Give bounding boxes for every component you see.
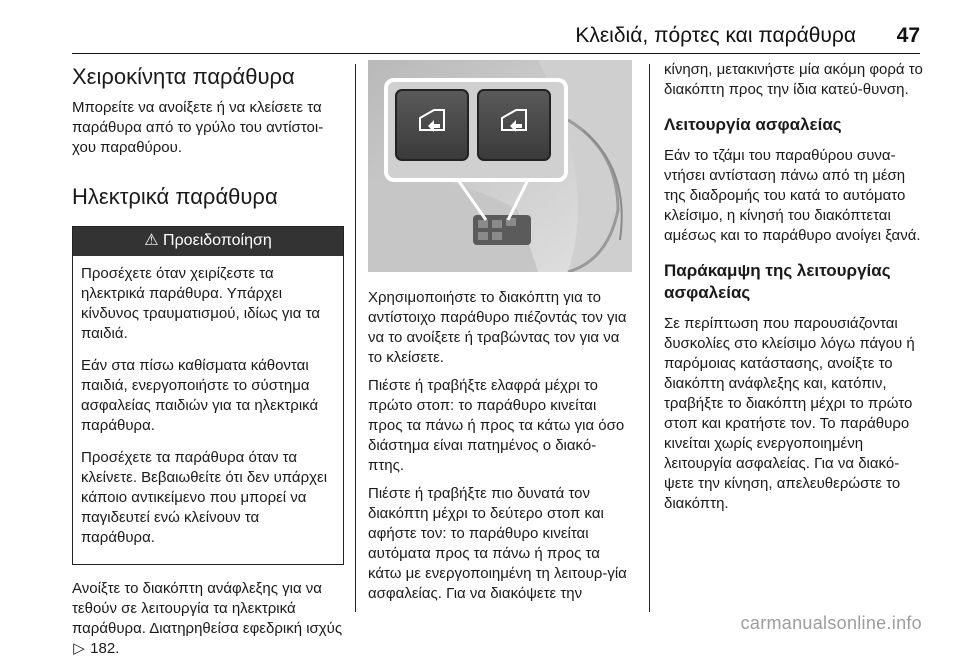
first-stop-paragraph: Πιέστε ή τραβήξτε ελαφρά μέχρι το πρώτο στοπ: το παράθυρο κινείται προς τα πάνω ή προς τα κάτω για όσο διάστημα είναι πατημένος ο διακό-πτης. [368, 377, 625, 474]
column-3 [664, 60, 928, 522]
manual-windows-text: Μπορείτε να ανοίξετε ή να κλείσετε τα παράθυρα από το γρύλο του αντίστοι-χου παραθύρου. [72, 99, 324, 156]
warning-box [72, 226, 344, 565]
warning-triangle-icon: ⚠ [144, 232, 159, 249]
door-window-switch-photo [368, 60, 632, 272]
ignition-text [72, 579, 344, 659]
warning-paragraph: Προσέχετε τα παράθυρα όταν τα κλείνετε. Βεβαιωθείτε ότι δεν υπάρχει κάποιο αντικείμενο που μπορεί να παγιδευτεί ενώ κλείνουν τα παράθυρα. [81, 449, 328, 546]
warning-paragraph: Προσέχετε όταν χειρίζεστε τα ηλεκτρικά παράθυρα. Υπάρχει κίνδυνος τραυματισμού, ιδίως για τα παιδιά. [81, 265, 320, 342]
ignition-text-body: Ανοίξτε το διακόπτη ανάφλεξης για να τεθούν σε λειτουργία τα ηλεκτρικά παράθυρα. Διατηρηθείσα εφεδρική ισχύς [72, 580, 343, 637]
column-2 [368, 60, 632, 612]
section-heading-override: Παράκαμψη της λειτουργίας ασφαλείας [664, 261, 891, 302]
column-2-text [368, 288, 632, 604]
second-stop-paragraph: Πιέστε ή τραβήξτε πιο δυνατά τον διακόπτη μέχρι το δεύτερο στοπ και αφήστε τον: το παράθυρο κινείται αυτόματα προς τα πάνω ή προς τα κάτω με ενεργοποιημένη τη λειτουρ-γία ασφαλείας. Για να διακόψετε την [368, 485, 627, 602]
switch-usage-paragraph: Χρησιμοποιήστε το διακόπτη για το αντίστοιχο παράθυρο πιέζοντάς τον για να το ανοίξετε ή τραβώντας τον για να το κλείσετε. [368, 289, 627, 366]
warning-header [73, 227, 343, 256]
section-heading-power-windows: Ηλεκτρικά παράθυρα [72, 184, 278, 209]
warning-paragraph: Εάν στα πίσω καθίσματα κάθονται παιδιά, ενεργοποιήστε το σύστημα ασφαλείας παιδιών για τα ηλεκτρικά παράθυρα. [81, 357, 319, 434]
section-heading-manual-windows: Χειροκίνητα παράθυρα [72, 64, 295, 89]
page-number: 47 [896, 24, 920, 47]
section-heading-safety-function: Λειτουργία ασφαλείας [664, 115, 842, 134]
column-divider [355, 64, 356, 612]
column-1 [72, 60, 344, 667]
switch-illustration [368, 60, 632, 272]
watermark: carmanualsonline.info [740, 613, 922, 633]
warning-body [73, 256, 343, 564]
override-text: Σε περίπτωση που παρουσιάζονται δυσκολίες στο κλείσιμο λόγω πάγου ή παρόμοιας κατάστασης, ανοίξτε το διακόπτη ανάφλεξης και, κατόπιν, τραβήξτε το διακόπτη μέχρι το πρώτο στοπ και κρατήστε τον. Το παράθυρο κινείται χωρίς ενεργοποιημένη λειτουργία ασφαλείας. Για να διακό-ψετε την κίνηση, απελευθερώστε το διακόπτη. [664, 315, 915, 512]
chapter-title: Κλειδιά, πόρτες και παράθυρα [575, 24, 856, 47]
page-reference-arrow-icon: ▷ [73, 640, 85, 657]
column-divider [649, 64, 650, 612]
continued-paragraph: κίνηση, μετακινήστε μία ακόμη φορά το διακόπτη προς την ίδια κατεύ-θυνση. [664, 61, 923, 98]
header-divider [72, 53, 920, 54]
warning-title: Προειδοποίηση [163, 232, 272, 249]
safety-function-text: Εάν το τζάμι του παραθύρου συνα-ντήσει αντίσταση πάνω από τη μέση της διαδρομής του κατά το αυτόματο κλείσιμο, η κίνησή του διακόπτεται αμέσως και το παράθυρο ανοίγει ξανά. [664, 147, 921, 244]
page-reference-link[interactable]: 182. [90, 640, 120, 657]
page-header [72, 24, 920, 50]
